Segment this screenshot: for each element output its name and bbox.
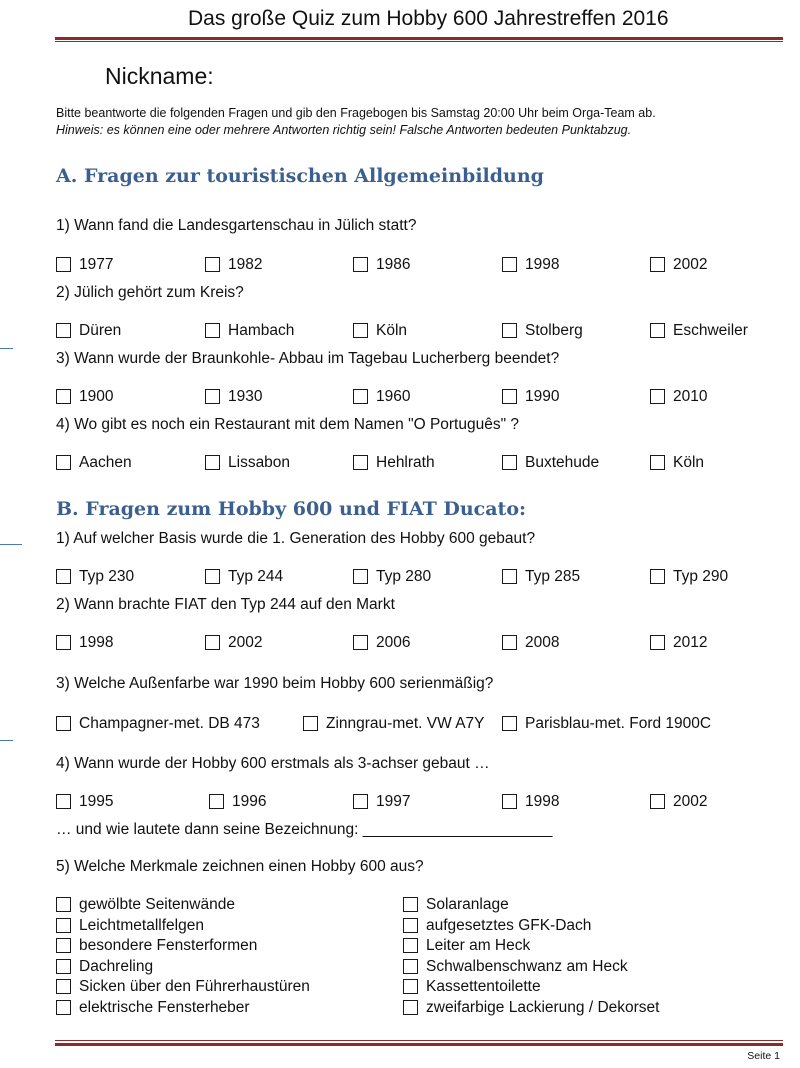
checkbox-option[interactable] [403,998,659,1017]
intro-hint: Hinweis: es können eine oder mehrere Antworten richtig sein! Falsche Antworten bedeuten Punktabzug. [56,123,632,137]
option-label: 2012 [673,633,708,651]
margin-mark [0,544,22,545]
checkbox-option[interactable] [403,957,628,976]
question-b3: 3) Welche Außenfarbe war 1990 beim Hobby 600 serienmäßig? [56,675,494,692]
option-label: Typ 280 [376,567,432,585]
checkbox-icon[interactable] [403,918,418,933]
checkbox-icon[interactable] [403,938,418,953]
checkbox-icon[interactable] [502,716,517,731]
checkbox-icon[interactable] [353,257,368,272]
checkbox-icon[interactable] [353,635,368,650]
checkbox-option[interactable] [502,714,711,733]
option-label: zweifarbige Lackierung / Dekorset [426,998,660,1016]
option-label: Zinngrau-met. VW A7Y [326,714,485,732]
option-label: 2008 [525,633,560,651]
checkbox-icon[interactable] [502,794,517,809]
checkbox-icon[interactable] [403,959,418,974]
checkbox-option[interactable] [502,453,599,472]
option-label: Hehlrath [376,453,435,471]
checkbox-option[interactable] [403,977,541,996]
option-label: Schwalbenschwanz am Heck [426,957,628,975]
checkbox-icon[interactable] [650,569,665,584]
option-label: 1997 [376,792,411,810]
option-label: 1990 [525,387,560,405]
question-b5: 5) Welche Merkmale zeichnen einen Hobby 600 aus? [56,858,424,875]
margin-mark [0,740,13,741]
option-label: 1998 [79,633,114,651]
checkbox-option[interactable] [56,387,113,406]
checkbox-option[interactable] [56,957,153,976]
checkbox-option[interactable] [502,633,559,652]
option-label: 2006 [376,633,411,651]
checkbox-icon[interactable] [56,455,71,470]
option-label: 1998 [525,792,560,810]
option-label: 2010 [673,387,708,405]
checkbox-option[interactable] [56,453,132,472]
checkbox-icon[interactable] [502,257,517,272]
checkbox-icon[interactable] [56,959,71,974]
option-label: Hambach [228,321,295,339]
checkbox-option[interactable] [56,321,121,340]
nickname-label: Nickname: [105,63,214,89]
option-label: elektrische Fensterheber [79,998,250,1016]
option-label: Köln [673,453,705,471]
option-label: Leiter am Heck [426,936,531,954]
footer-rule [55,1043,783,1046]
checkbox-icon[interactable] [56,1000,71,1015]
option-label: Köln [376,321,408,339]
checkbox-option[interactable] [56,633,113,652]
checkbox-icon[interactable] [303,716,318,731]
checkbox-icon[interactable] [56,569,71,584]
option-label: Leichtmetallfelgen [79,916,204,934]
checkbox-option[interactable] [650,321,748,340]
checkbox-option[interactable] [56,792,113,811]
question-a3: 3) Wann wurde der Braunkohle- Abbau im Tagebau Lucherberg beendet? [56,350,560,367]
checkbox-icon[interactable] [56,716,71,731]
checkbox-icon[interactable] [502,455,517,470]
option-label: 1982 [228,255,263,273]
option-label: aufgesetztes GFK-Dach [426,916,592,934]
checkbox-icon[interactable] [56,389,71,404]
checkbox-option[interactable] [205,321,294,340]
checkbox-option[interactable] [205,633,262,652]
checkbox-icon[interactable] [353,323,368,338]
checkbox-option[interactable] [353,792,410,811]
checkbox-option[interactable] [502,387,559,406]
page-number: Seite 1 [747,1050,780,1062]
checkbox-option[interactable] [650,387,707,406]
checkbox-icon[interactable] [353,455,368,470]
checkbox-icon[interactable] [205,323,220,338]
option-label: Typ 290 [673,567,729,585]
option-label: 1977 [79,255,114,273]
option-label: 1986 [376,255,411,273]
option-label: Stolberg [525,321,583,339]
checkbox-option[interactable] [56,567,134,586]
checkbox-option[interactable] [353,567,431,586]
option-label: besondere Fensterformen [79,936,258,954]
checkbox-option[interactable] [502,255,559,274]
checkbox-icon[interactable] [56,257,71,272]
checkbox-icon[interactable] [502,323,517,338]
option-label: 1996 [232,792,267,810]
checkbox-option[interactable] [650,567,728,586]
option-label: Düren [79,321,122,339]
checkbox-option[interactable] [56,916,204,935]
option-label: Dachreling [79,957,154,975]
question-b1: 1) Auf welcher Basis wurde die 1. Generation des Hobby 600 gebaut? [56,530,536,547]
checkbox-icon[interactable] [56,979,71,994]
checkbox-icon[interactable] [353,569,368,584]
option-label: 1960 [376,387,411,405]
checkbox-icon[interactable] [502,569,517,584]
checkbox-icon[interactable] [650,794,665,809]
option-label: Eschweiler [673,321,748,339]
checkbox-option[interactable] [205,255,262,274]
option-label: Aachen [79,453,132,471]
checkbox-icon[interactable] [205,569,220,584]
checkbox-icon[interactable] [56,635,71,650]
designation-line: … und wie lautete dann seine Bezeichnung: ______________________ [56,821,553,838]
checkbox-option[interactable] [353,387,410,406]
option-label: Typ 230 [79,567,135,585]
checkbox-option[interactable] [502,321,583,340]
checkbox-icon[interactable] [56,794,71,809]
checkbox-icon[interactable] [205,635,220,650]
checkbox-option[interactable] [303,714,485,733]
checkbox-option[interactable] [56,714,260,733]
page-title: Das große Quiz zum Hobby 600 Jahrestreffen 2016 [188,7,669,30]
option-label: Typ 285 [525,567,581,585]
checkbox-option[interactable] [56,936,257,955]
checkbox-icon[interactable] [650,323,665,338]
margin-mark [0,348,13,349]
checkbox-icon[interactable] [650,257,665,272]
checkbox-icon[interactable] [502,389,517,404]
checkbox-option[interactable] [205,387,262,406]
checkbox-icon[interactable] [502,635,517,650]
checkbox-option[interactable] [205,453,290,472]
checkbox-option[interactable] [205,567,283,586]
header-rule-thin [55,41,783,42]
checkbox-icon[interactable] [205,257,220,272]
checkbox-option[interactable] [403,936,530,955]
checkbox-icon[interactable] [403,1000,418,1015]
checkbox-option[interactable] [56,977,310,996]
option-label: Champagner-met. DB 473 [79,714,260,732]
option-label: 1930 [228,387,263,405]
option-label: 2002 [673,255,708,273]
checkbox-icon[interactable] [56,897,71,912]
question-a1: 1) Wann fand die Landesgartenschau in Jülich statt? [56,217,417,234]
option-label: Typ 244 [228,567,284,585]
checkbox-icon[interactable] [403,897,418,912]
question-a2: 2) Jülich gehört zum Kreis? [56,284,244,301]
checkbox-icon[interactable] [56,323,71,338]
checkbox-option[interactable] [650,255,707,274]
checkbox-icon[interactable] [205,455,220,470]
checkbox-option[interactable] [502,567,580,586]
checkbox-option[interactable] [56,895,235,914]
option-label: Buxtehude [525,453,600,471]
checkbox-option[interactable] [353,453,435,472]
checkbox-icon[interactable] [403,979,418,994]
option-label: 1900 [79,387,114,405]
checkbox-option[interactable] [502,792,559,811]
footer-rule-thin [55,1040,783,1041]
checkbox-icon[interactable] [56,938,71,953]
option-label: Parisblau-met. Ford 1900C [525,714,712,732]
checkbox-option[interactable] [403,916,591,935]
question-b4: 4) Wann wurde der Hobby 600 erstmals als 3-achser gebaut … [56,755,490,772]
checkbox-option[interactable] [403,895,509,914]
intro-text: Bitte beantworte die folgenden Fragen und gib den Fragebogen bis Samstag 20:00 Uhr beim Orga-Team ab. [56,106,656,120]
checkbox-icon[interactable] [650,389,665,404]
checkbox-option[interactable] [650,792,707,811]
checkbox-option[interactable] [650,633,707,652]
checkbox-icon[interactable] [650,455,665,470]
checkbox-option[interactable] [353,321,407,340]
checkbox-option[interactable] [353,633,410,652]
header-rule [55,37,783,40]
question-b2: 2) Wann brachte FIAT den Typ 244 auf den Markt [56,596,395,613]
option-label: 2002 [228,633,263,651]
option-label: 1995 [79,792,114,810]
section-a-title: A. Fragen zur touristischen Allgemeinbildung [56,165,544,187]
checkbox-icon[interactable] [353,794,368,809]
checkbox-icon[interactable] [205,389,220,404]
checkbox-option[interactable] [353,255,410,274]
option-label: gewölbte Seitenwände [79,895,235,913]
question-a4: 4) Wo gibt es noch ein Restaurant mit dem Namen "O Português" ? [56,416,520,433]
checkbox-icon[interactable] [650,635,665,650]
checkbox-option[interactable] [650,453,704,472]
option-label: Solaranlage [426,895,509,913]
option-label: Kassettentoilette [426,977,541,995]
checkbox-option[interactable] [56,255,113,274]
option-label: 1998 [525,255,560,273]
checkbox-icon[interactable] [56,918,71,933]
checkbox-icon[interactable] [353,389,368,404]
section-b-title: B. Fragen zum Hobby 600 und FIAT Ducato: [56,498,527,520]
option-label: Sicken über den Führerhaustüren [79,977,310,995]
option-label: 2002 [673,792,708,810]
option-label: Lissabon [228,453,291,471]
checkbox-icon[interactable] [209,794,224,809]
checkbox-option[interactable] [56,998,250,1017]
checkbox-option[interactable] [209,792,266,811]
